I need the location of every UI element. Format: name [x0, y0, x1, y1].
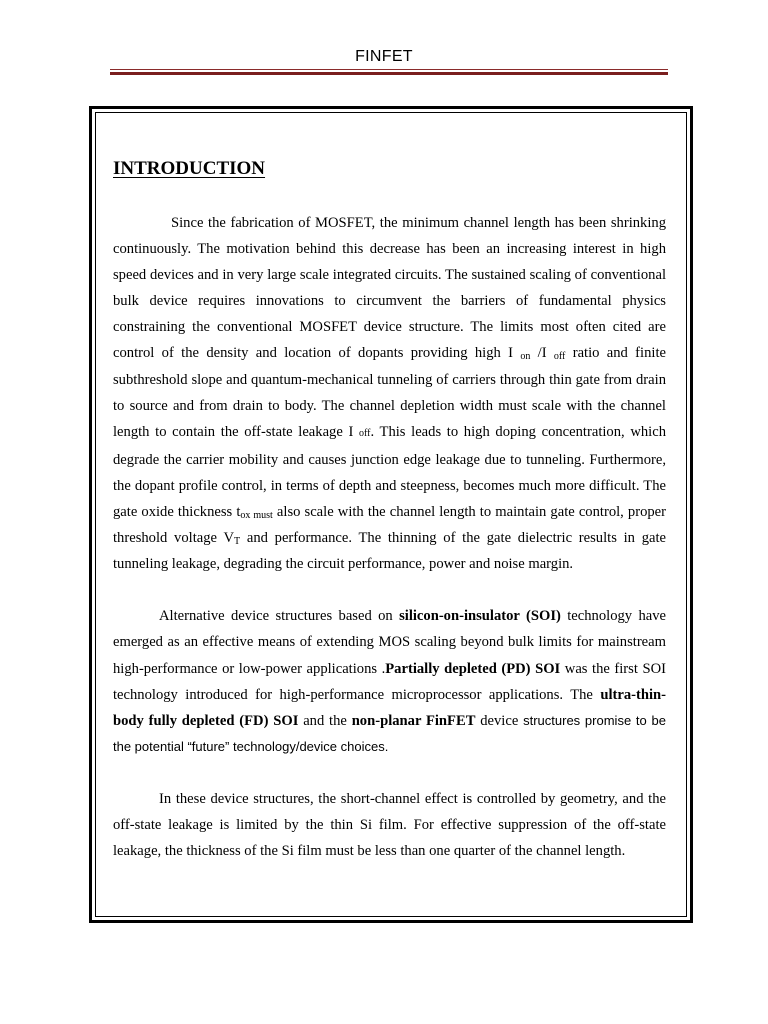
- paragraph-si-film: In these device structures, the short-channel effect is controlled by geometry, and the off-state leakage is limited by the thin Si film. For effective suppression of the off-state leakage, the thickness of the Si film must be less than one quarter of the channel length.: [113, 790, 666, 860]
- bold-term-soi: silicon-on-insulator (SOI): [399, 608, 561, 625]
- header-rule: [110, 69, 668, 75]
- paragraph-text: was the first SOI technology introduced for high-performance microprocessor applications. The: [113, 660, 666, 703]
- paragraph-text-sans: structures promise to be the potential “future” technology/device choices.: [113, 712, 666, 754]
- page-header-title: FINFET: [355, 48, 413, 65]
- paragraph-text: and performance. The thinning of the gate dielectric results in gate tunneling leakage, degrading the circuit performance, power and noise margin.: [113, 530, 667, 573]
- body-text: [113, 210, 666, 890]
- paragraph-text: . This leads to high doping concentration, which degrade the carrier mobility and causes junction edge leakage due to tunneling. Furthermore, the dopant profile control, in terms of depth and steepness, becomes much more difficult. The gate oxide thickness t: [113, 423, 666, 521]
- paragraph-soi: [113, 603, 666, 760]
- paragraph-text: device: [475, 712, 524, 729]
- bold-term-fd-soi: ultra-thin-body fully depleted (FD) SOI: [113, 686, 666, 729]
- subscript-on: on: [520, 351, 531, 363]
- paragraph-text: /I: [530, 345, 554, 362]
- subscript-ox-must: ox must: [240, 510, 273, 522]
- paragraph-text: ratio and finite subthreshold slope and quantum-mechanical tunneling of carriers through thin gate from drain to source and from drain to body. The channel depletion width must scale with the channel length to contain the off-state leakage I: [113, 345, 666, 440]
- subscript-off-leakage: off: [359, 427, 371, 439]
- paragraph-text: also scale with the channel length to maintain gate control, proper threshold voltage V: [113, 504, 667, 547]
- paragraph-intro: [113, 210, 666, 577]
- paragraph-text: Alternative device structures based on: [159, 608, 400, 625]
- bold-term-finfet: non-planar FinFET: [351, 712, 476, 729]
- bold-term-pd-soi: Partially depleted (PD) SOI: [385, 660, 561, 677]
- subscript-t: T: [234, 536, 241, 548]
- paragraph-text: technology have emerged as an effective means of extending MOS scaling beyond bulk limits for mainstream high-performance or low-power applications .: [113, 608, 667, 677]
- header-rule-thin: [110, 69, 668, 70]
- subscript-off: off: [553, 351, 566, 363]
- header-rule-thick: [110, 72, 668, 75]
- paragraph-text: Since the fabrication of MOSFET, the minimum channel length has been shrinking continuously. The motivation behind this decrease has been an increasing interest in high speed devices and in very large scale integrated circuits. The sustained scaling of conventional bulk device requires innovations to circumvent the barriers of fundamental physics constraining the conventional MOSFET device structure. The limits most often cited are control of the density and location of dopants providing high I: [113, 215, 666, 362]
- section-heading: INTRODUCTION: [113, 158, 266, 179]
- paragraph-text: and the: [298, 712, 352, 729]
